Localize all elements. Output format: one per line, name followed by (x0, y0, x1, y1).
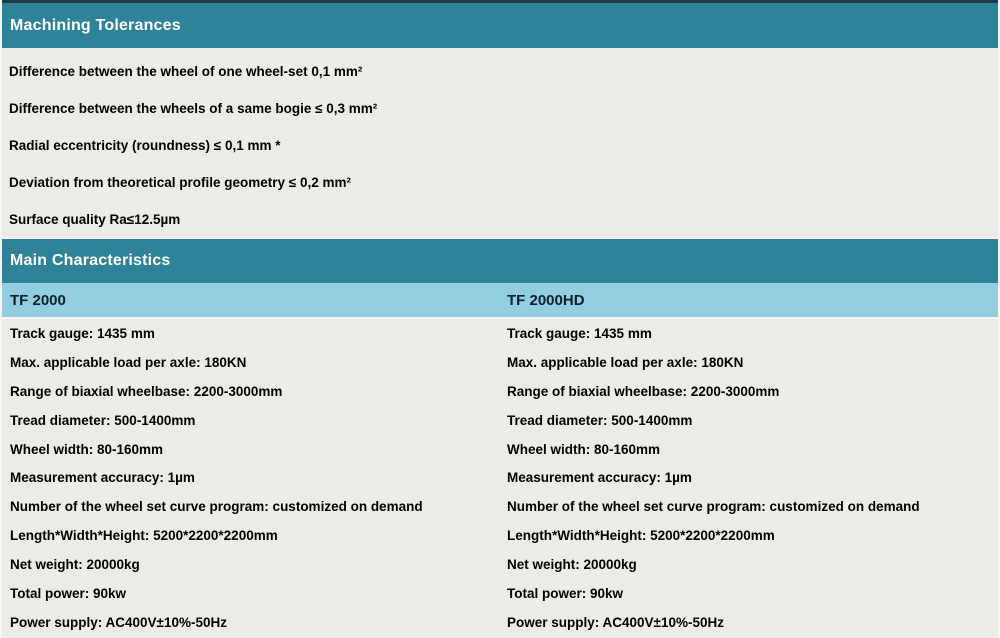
spec-column-tf2000hd (499, 319, 998, 637)
spec-row: Max. applicable load per axle: 180KN (507, 354, 744, 370)
spec-row: Power supply: AC400V±10%-50Hz (10, 614, 227, 630)
spec-row: Wheel width: 80-160mm (507, 441, 661, 457)
main-characteristics-title: Main Characteristics (10, 252, 171, 269)
spec-row: Tread diameter: 500-1400mm (10, 412, 196, 428)
tolerance-list (2, 48, 998, 238)
spec-row: Tread diameter: 500-1400mm (507, 412, 693, 428)
main-characteristics-header-bar (2, 238, 998, 283)
tolerance-item: Deviation from theoretical profile geometry ≤ 0,2 mm² (9, 175, 351, 190)
model-name-tf2000hd: TF 2000HD (507, 291, 585, 309)
spec-row: Power supply: AC400V±10%-50Hz (507, 614, 724, 630)
spec-row: Measurement accuracy: 1µm (10, 470, 195, 486)
spec-row: Total power: 90kw (10, 585, 127, 601)
spec-row: Measurement accuracy: 1µm (507, 470, 692, 486)
spec-row: Range of biaxial wheelbase: 2200-3000mm (10, 383, 283, 399)
spec-row: Wheel width: 80-160mm (10, 441, 164, 457)
spec-row: Track gauge: 1435 mm (10, 325, 155, 341)
model-header-row (2, 283, 998, 319)
machining-tolerances-title: Machining Tolerances (10, 16, 181, 34)
spec-column-tf2000 (2, 319, 499, 637)
spec-row: Length*Width*Height: 5200*2200*2200mm (507, 528, 775, 544)
spec-row: Length*Width*Height: 5200*2200*2200mm (10, 528, 278, 544)
tolerance-item: Radial eccentricity (roundness) ≤ 0,1 mm * (9, 138, 281, 153)
model-name-tf2000: TF 2000 (10, 291, 66, 309)
tolerance-item: Difference between the wheel of one wheel-set 0,1 mm² (9, 64, 363, 79)
tolerance-item: Surface quality Ra≤12.5µm (9, 212, 181, 227)
spec-row: Number of the wheel set curve program: customized on demand (10, 499, 423, 515)
spec-row: Net weight: 20000kg (507, 557, 637, 573)
spec-row: Track gauge: 1435 mm (507, 325, 652, 341)
spec-row: Max. applicable load per axle: 180KN (10, 354, 247, 370)
spec-table-body (2, 319, 998, 637)
spec-row: Net weight: 20000kg (10, 557, 140, 573)
spec-row: Range of biaxial wheelbase: 2200-3000mm (507, 383, 780, 399)
spec-row: Number of the wheel set curve program: customized on demand (507, 499, 920, 515)
spec-row: Total power: 90kw (507, 585, 624, 601)
machining-tolerances-header-bar (2, 0, 998, 48)
tolerance-item: Difference between the wheels of a same bogie ≤ 0,3 mm² (9, 101, 378, 116)
